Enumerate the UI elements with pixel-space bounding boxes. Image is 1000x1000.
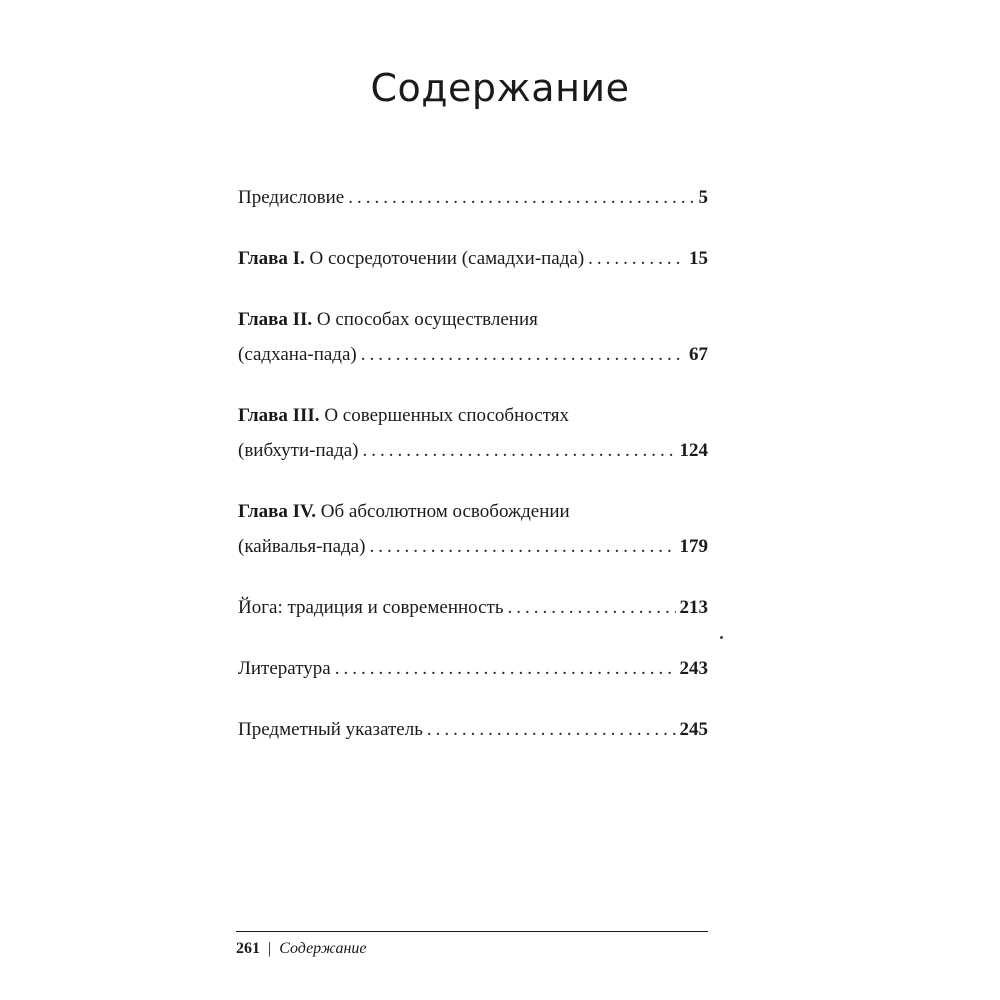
toc-entry[interactable]	[238, 180, 708, 215]
toc-entry[interactable]	[238, 302, 708, 372]
dot-leader	[369, 529, 675, 564]
dot-leader	[363, 433, 676, 468]
dot-leader	[508, 590, 676, 625]
chapter-label: Глава I.	[238, 248, 305, 269]
toc-entry-text	[238, 590, 504, 625]
toc-entry-line	[238, 180, 708, 215]
toc-entry-text	[238, 302, 538, 337]
toc-entry-text	[238, 398, 569, 433]
toc-entry-line	[238, 302, 708, 337]
toc-entry[interactable]	[238, 712, 708, 747]
toc-entry-line	[238, 529, 708, 564]
footer-rule	[236, 931, 708, 932]
toc-entry-line	[238, 241, 708, 276]
page-title: Содержание	[370, 66, 630, 110]
toc-page-number: 213	[679, 597, 708, 618]
toc-entry[interactable]	[238, 590, 708, 625]
toc-entry[interactable]	[238, 241, 708, 276]
toc-page-number: 245	[679, 719, 708, 740]
toc-page-number: 243	[679, 658, 708, 679]
toc-entry-title: Предисловие	[238, 187, 345, 208]
toc-entry-line	[238, 398, 708, 433]
dot-leader	[335, 651, 676, 686]
toc-page-number: 15	[689, 248, 708, 269]
dot-leader	[348, 180, 694, 215]
footer-running-title: Содержание	[279, 940, 367, 957]
toc-page-number: 5	[698, 187, 708, 208]
toc-entry-title: (кайвалья-пада)	[238, 536, 366, 557]
toc-entry-title: О способах осуществления	[316, 309, 538, 330]
footer-separator: |	[268, 940, 272, 957]
toc-entry-text	[238, 712, 423, 747]
toc-entry-text	[238, 651, 331, 686]
toc-entry-text	[238, 241, 584, 276]
toc-entry-text	[238, 180, 344, 215]
toc-entry-text	[238, 433, 359, 468]
toc-entry-title: О совершенных способностях	[324, 405, 569, 426]
toc-entry-title: (вибхути-пада)	[238, 440, 359, 461]
chapter-label: Глава III.	[238, 405, 320, 426]
toc-entry-title: Предметный указатель	[238, 719, 423, 740]
dot-leader	[427, 712, 676, 747]
toc-entry-title: (садхана-пада)	[238, 344, 357, 365]
chapter-label: Глава IV.	[238, 501, 317, 522]
toc-entry-line	[238, 337, 708, 372]
toc-entry-title: Йога: традиция и современность	[238, 597, 504, 618]
toc-entry-title: Об абсолютном освобождении	[320, 501, 570, 522]
dot-leader	[588, 241, 685, 276]
table-of-contents	[238, 180, 708, 773]
toc-entry-line	[238, 494, 708, 529]
toc-entry-line	[238, 590, 708, 625]
toc-entry-text	[238, 494, 570, 529]
toc-entry-line	[238, 712, 708, 747]
toc-entry[interactable]	[238, 398, 708, 468]
toc-entry[interactable]	[238, 494, 708, 564]
toc-entry-text	[238, 337, 357, 372]
toc-entry[interactable]	[238, 651, 708, 686]
footer-page-number: 261	[236, 940, 260, 957]
toc-page-number: 179	[679, 536, 708, 557]
toc-entry-line	[238, 433, 708, 468]
toc-entry-text	[238, 529, 365, 564]
toc-entry-title: О сосредоточении (самадхи-пада)	[309, 248, 585, 269]
page-footer	[236, 940, 366, 958]
stray-ink-mark	[720, 636, 723, 639]
toc-entry-line	[238, 651, 708, 686]
toc-entry-title: Литература	[238, 658, 331, 679]
toc-page-number: 124	[679, 440, 708, 461]
chapter-label: Глава II.	[238, 309, 313, 330]
dot-leader	[361, 337, 685, 372]
toc-page-number: 67	[689, 344, 708, 365]
